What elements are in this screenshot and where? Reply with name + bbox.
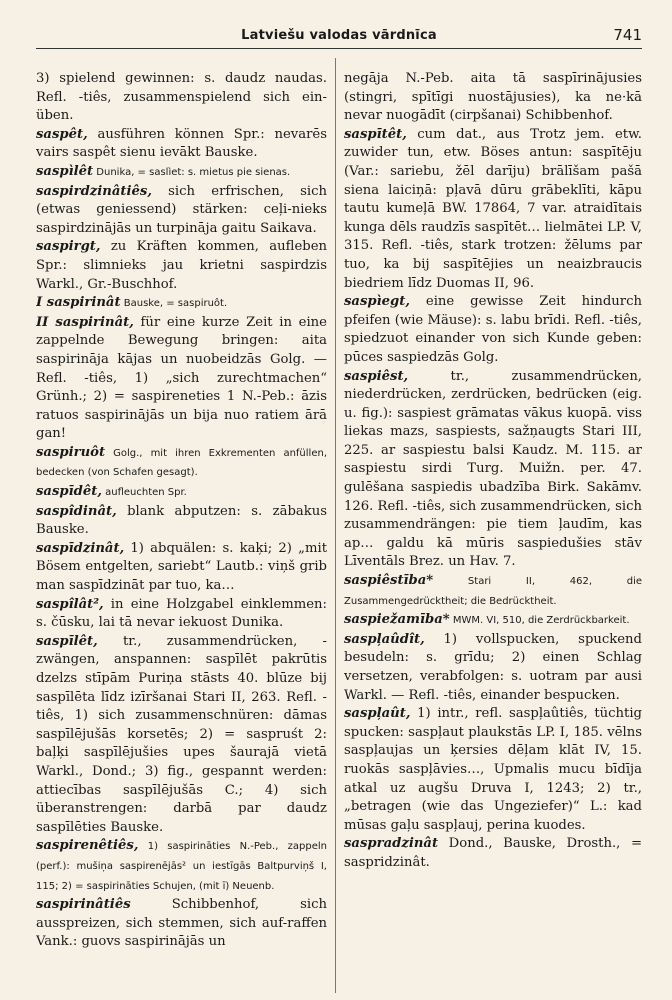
dictionary-entry	[36, 540, 327, 596]
entry-headword: saspirenêtiês,	[36, 838, 139, 854]
dictionary-entry	[36, 444, 327, 483]
homonym-number: II	[36, 314, 56, 330]
entry-definition: MWM. VI, 510, die Zerdrückbarkeit.	[449, 615, 630, 627]
dictionary-entry	[344, 70, 642, 126]
entry-headword: saspirinât	[46, 295, 121, 311]
entry-definition: eine gewisse Zeit hindurch pfeifen (wie Mäuse): s. labu brīdi. Refl. -tiês, spiedzuot einander von sich Kunde geben: pūces saspiedzās Golg.	[344, 294, 642, 365]
entry-headword: saspiêstība*	[344, 573, 434, 589]
entry-headword: saspītêt,	[344, 126, 407, 142]
entry-definition: zu Kräften kommen, aufleben Spr.: slimnieks jau krietni saspirdzis Warkl., Gr.-Buschhof.	[36, 239, 327, 292]
dictionary-entry	[36, 314, 327, 444]
entry-headword: saspirgt,	[36, 239, 101, 255]
entry-definition: blank abputzen: s. zābakus Bauske.	[36, 503, 327, 538]
entry-definition: tr., zusammendrücken, -zwängen, anspannen: saspīlēt pakrūtis dzelzs stīpām Puriņa stāsts 40. blūze bij saspīlēta līdz izīršanai Stari II, 263. Refl. -tiês, 1) sich zusammenschnüren: dāmas saspīlējušās korsetēs; 2) = saspruśt 2: baļķi saspīlējušies upes šaurajā vietā Warkl., Dond.; 3) fig., gespannt werden: attiecības saspīlējušās C.; 4) sich überanstrengen: darbā par daudz saspīlēties Bauske.	[36, 633, 327, 835]
dictionary-entry	[36, 126, 327, 163]
page-title: Latviešu valodas vārdnīca	[241, 28, 437, 43]
dictionary-entry	[344, 631, 642, 705]
homonym-number: I	[36, 295, 47, 311]
dictionary-entry	[344, 572, 642, 611]
entry-definition: aufleuchten Spr.	[101, 487, 187, 499]
entry-headword: saspļaût,	[344, 706, 411, 722]
entry-definition: Bauske, = saspiruôt.	[120, 298, 228, 310]
entry-headword: saspìlêt	[36, 163, 94, 179]
entry-headword: saspiežamība*	[344, 612, 450, 628]
entry-headword: saspirdzinâtiês,	[36, 183, 152, 199]
entry-definition: in eine Holzgabel einklemmen: s. čūsku, lai tā nevar iekuost Dunika.	[36, 596, 327, 631]
entry-definition: negāja N.-Peb. aita tā saspīrinājusies (stingri, spītīgi nuostājusies), ka ne·kā nevar nuogādīt (cirpšanai) Schibbenhof.	[344, 71, 642, 124]
entry-definition: 1) abquälen: s. kaķi; 2) „mit Bösem entgelten, sariebt“ Lautb.: viņš grib man saspīdzināt par tuo, ka…	[36, 540, 327, 594]
dictionary-entry	[36, 837, 327, 896]
dictionary-entry	[344, 368, 642, 573]
entry-definition: 1) saspirināties N.-Peb., zappeln (perf.): mušiņa saspirenējās² un iestīgās Baltpurviņš I, 115; 2) = saspirināties Schujen, (mit ī) Neuenb.	[36, 841, 327, 892]
entry-definition: 1) intr., refl. saspļaûtiês, tüchtig spucken: saspļaut plaukstās LP. I, 185. vēlns saspļaujas un ķersies dēļam klāt IV, 15. ruokās saspļāvies…, Upmalis mucu bīdīja atkal uz augšu Druva I, 1243; 2) tr., „betragen (wie das Ungeziefer)“ L.: kad mūsas gaļu saspļauj, perina kuodes.	[344, 706, 642, 833]
dictionary-entry	[36, 503, 327, 540]
entry-headword: saspêt,	[36, 126, 88, 142]
dictionary-entry	[344, 705, 642, 835]
dictionary-entry	[36, 294, 327, 314]
entry-definition: Schibbenhof, sich ausspreizen, sich stemmen, sich auf-raffen Vank.: guovs saspirinājās un	[36, 897, 327, 950]
entry-headword: saspîdinât,	[36, 503, 117, 519]
dictionary-entry	[36, 596, 327, 633]
entry-definition: Dond., Bauske, Drosth., = saspridzinât.	[344, 836, 642, 870]
entry-definition: ausführen können Spr.: nevarēs vairs saspêt sienu ievākt Bauske.	[36, 126, 327, 161]
dictionary-entry	[36, 896, 327, 952]
page-header	[36, 22, 642, 49]
entry-headword: saspîlât²,	[36, 596, 104, 612]
entry-headword: saspìegt,	[344, 294, 410, 310]
dictionary-entry	[344, 835, 642, 872]
dictionary-entry	[36, 483, 327, 503]
dictionary-entry	[36, 633, 327, 838]
entry-definition: Dunika, = saslìet: s. mietus pie sienas.	[93, 166, 291, 178]
entry-definition: Stari II, 462, die Zusammengedrücktheit; die Bedrücktheit.	[344, 576, 642, 607]
entry-definition: 3) spielend gewinnen: s. daudz naudas. Refl. -tiês, zusammenspielend sich ein-üben.	[36, 71, 327, 124]
entry-definition: für eine kurze Zeit in eine zappelnde Bewegung bringen: aita saspirināja kājas un nuobeidzās Golg. — Refl. -tiês, 1) „sich zurechtmachen“ Grünh.; 2) = saspireneties 1 N.-Peb.: āzis ratuos saspirinājās un bija nuo ratiem ārā gan!	[36, 314, 327, 442]
entry-headword: saspirinâtiês	[36, 897, 131, 913]
entry-headword: saspirinât,	[55, 314, 134, 330]
left-column	[36, 70, 327, 995]
dictionary-entry	[36, 70, 327, 126]
entry-headword: saspradzinât	[344, 836, 439, 852]
entry-headword: saspīdzinât,	[36, 540, 125, 556]
entry-headword: saspīlêt,	[36, 633, 98, 649]
right-column	[344, 70, 642, 995]
entry-definition: tr., zusammendrücken, niederdrücken, zerdrücken, bedrücken (eig. u. fig.): saspiest grāmatas vākus kuopā. viss liekas mazs, saspiests, sažņaugts Stari III, 225. ar saspiestu balsi Kaudz. M. 115. ar saspiestu sirdi Turg. Muižn. per. 47. gulēšana saspiedis ubadzība Birk. Sakāmv. 126. Refl. -tiês, sich zusammendrücken, sich zusammendrängen: pie tiem ļaudīm, kas ap… galdu kā mūris saspiedušies stāv Līventāls Brez. un Hav. 7.	[344, 368, 642, 570]
page-number: 741	[613, 26, 642, 44]
entry-headword: saspļaûdît,	[344, 631, 425, 647]
dictionary-entry	[36, 183, 327, 239]
dictionary-entry	[36, 163, 327, 183]
dictionary-entry	[344, 293, 642, 367]
entry-headword: saspiêst,	[344, 368, 409, 384]
entry-definition: 1) vollspucken, spuckend besudeln: s. grīdu; 2) einen Schlag versetzen, verabfolgen: s. uotram par ausi Warkl. — Refl. -tiês, einander bespucken.	[344, 631, 642, 703]
dictionary-entry	[36, 238, 327, 294]
dictionary-entry	[344, 611, 642, 631]
entry-headword: saspiruôt	[36, 444, 106, 460]
entry-definition: Golg., mit ihren Exkrementen anfüllen, bedecken (von Schafen gesagt).	[36, 447, 327, 479]
entry-headword: saspīdêt,	[36, 484, 102, 500]
column-divider	[335, 58, 336, 993]
entry-definition: cum dat., aus Trotz jem. etw. zuwider tun, etw. Böses antun: saspītēju (Var.: sariebu, žēl darīju) brālīšam pašā siena laiciņā: pļavā dūru grābeklīti, kāpu tautu kumeļā BW. 17864, 7 var. atraidītais kunga dēls raudzīs saspītēt… lielmātei LP. V, 315. Refl. -tiês, stark trotzen: žēlums par tuo, ka bij saspītējies un neaizbraucis biedriem līdz Duomas II, 96.	[344, 126, 642, 291]
dictionary-entry	[344, 126, 642, 293]
entry-definition: sich erfrischen, sich (etwas geniessend) stärken: ceļi-nieks saspirdzinājās un turpināja gaitu Saikava.	[36, 183, 327, 236]
